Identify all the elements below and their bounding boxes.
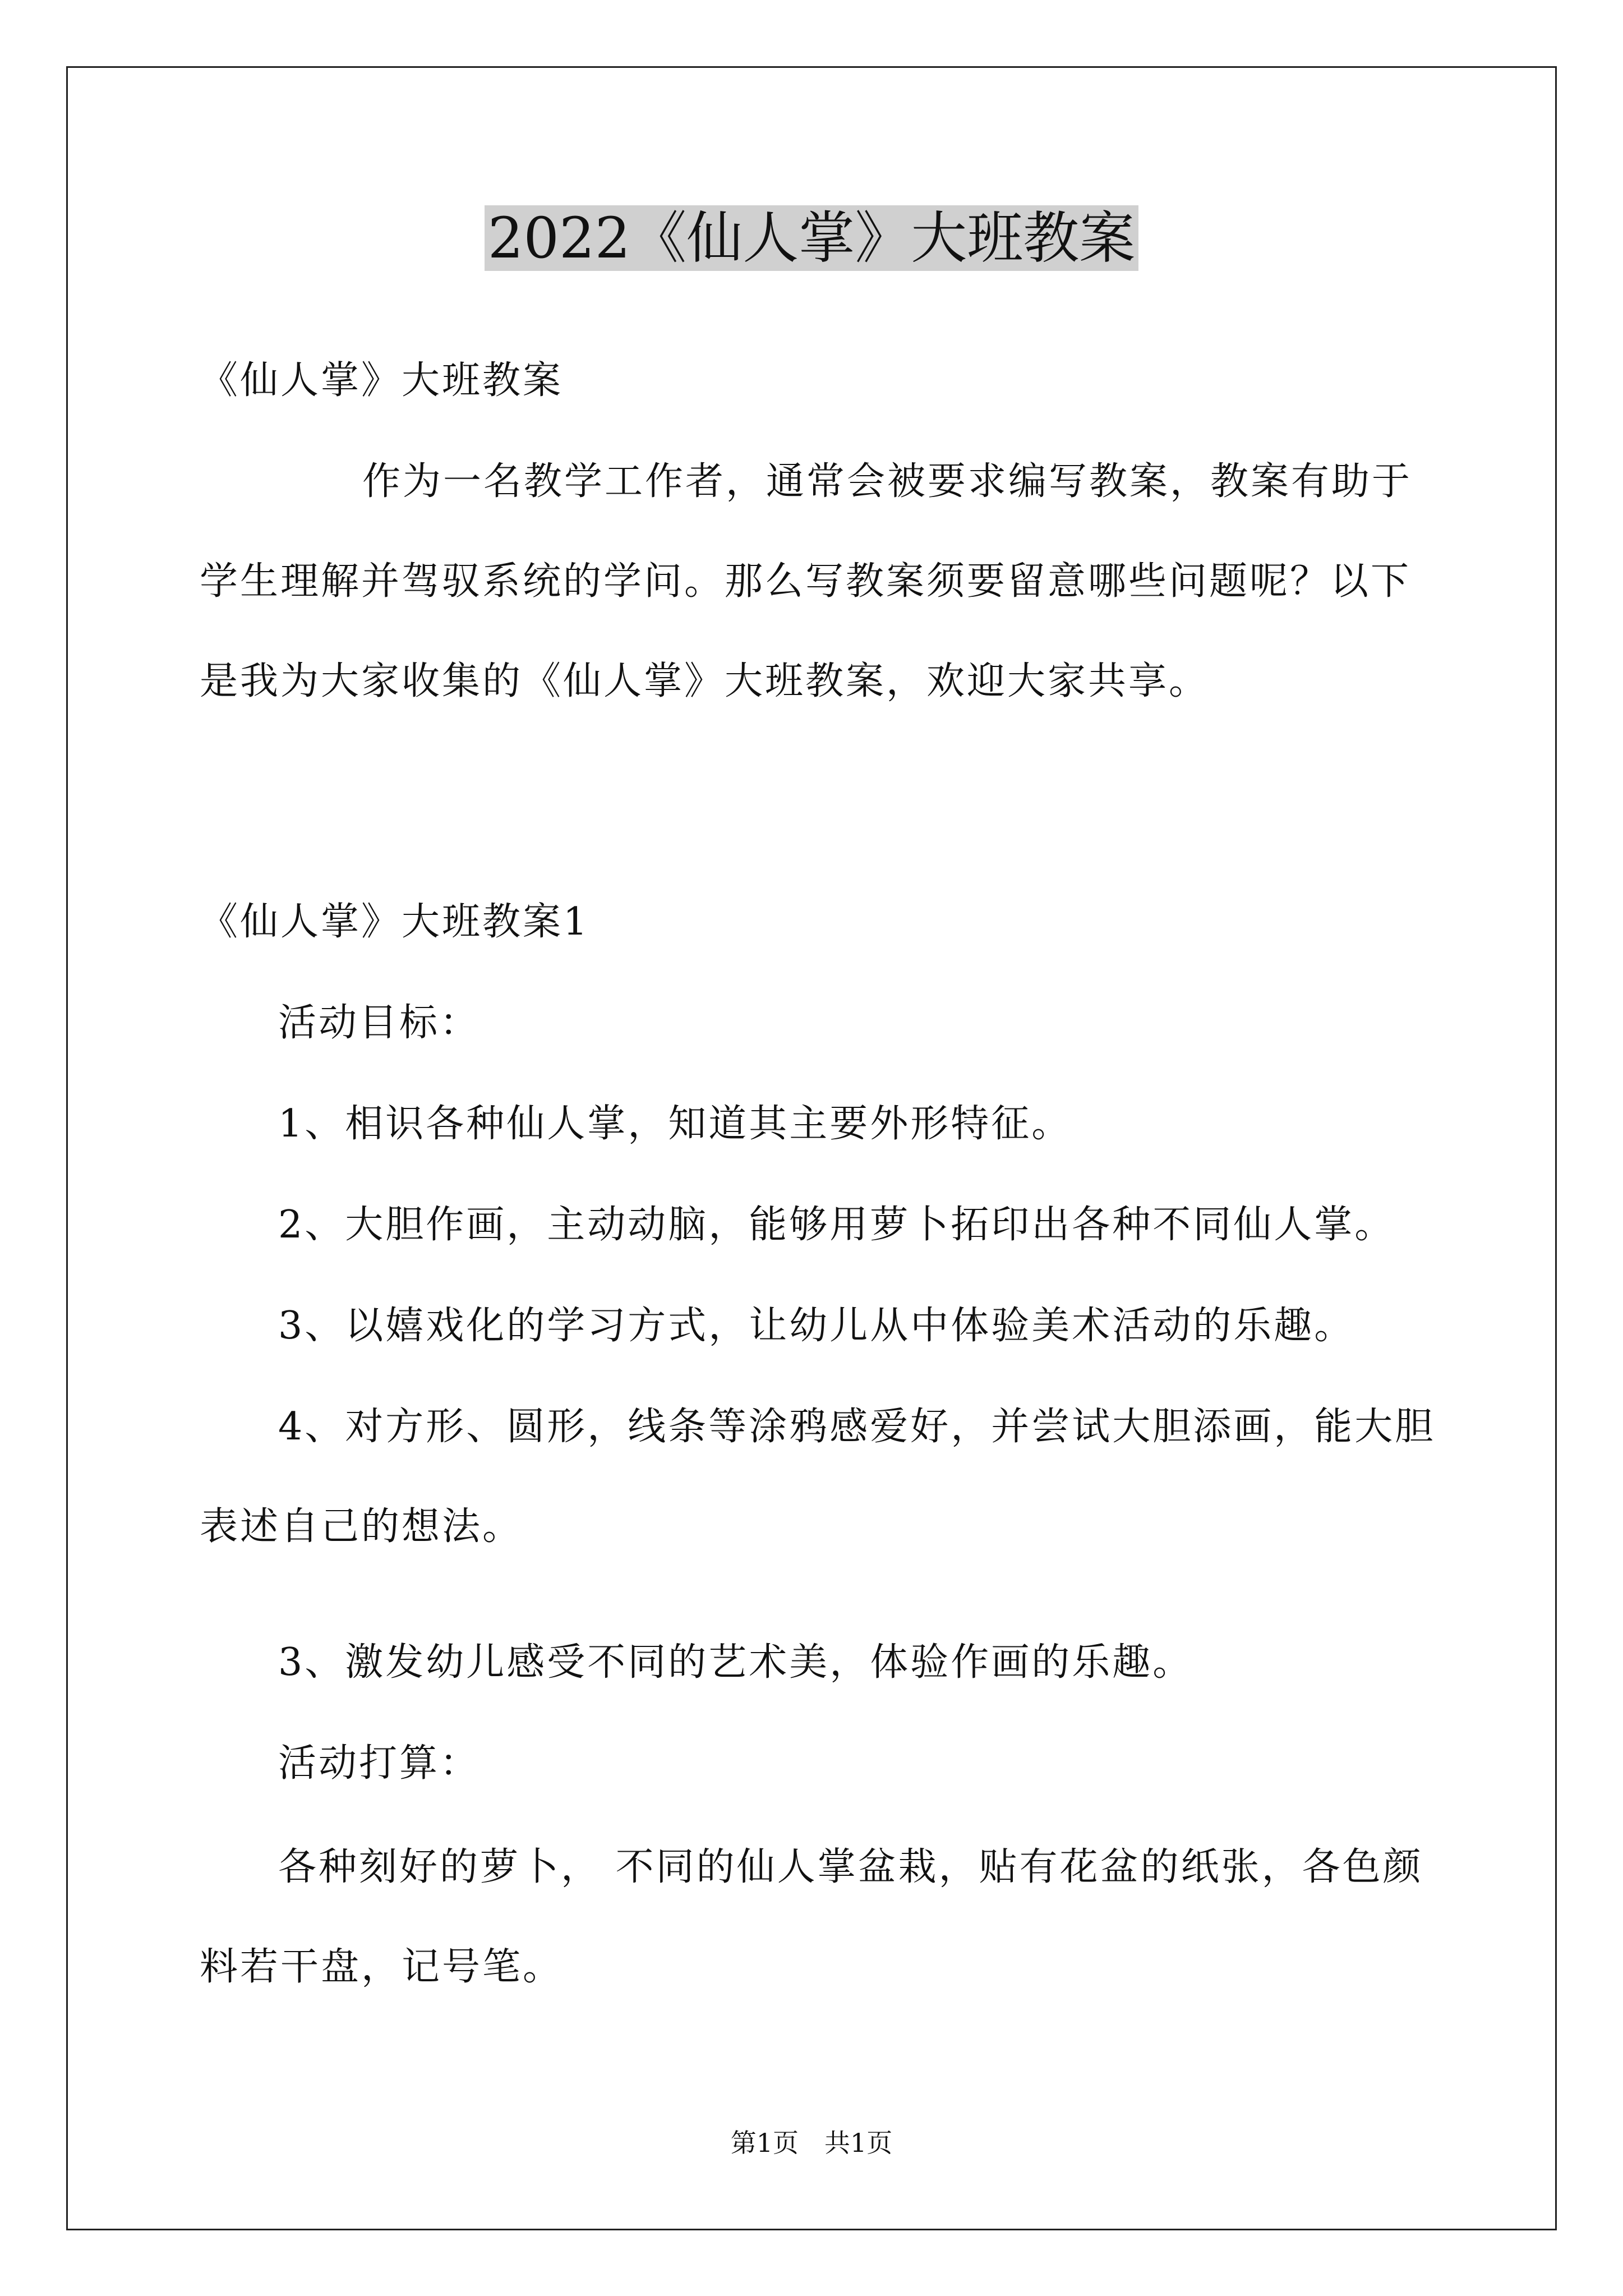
page-footer: 第1页 共1页 bbox=[730, 2128, 893, 2158]
goal-item: 3、以嬉戏化的学习方式，让幼儿从中体验美术活动的乐趣。 bbox=[278, 1304, 1355, 1348]
goals-heading: 活动目标： bbox=[278, 1001, 481, 1045]
section-title: 《仙人掌》大班教案1 bbox=[200, 900, 590, 944]
goal-item: 3、激发幼儿感受不同的艺术美，体验作画的乐趣。 bbox=[278, 1640, 1193, 1685]
intro-paragraph: 作为一名教学工作者，通常会被要求编写教案，教案有助于学生理解并驾驭系统的学问。那么写教案须要留意哪些问题呢？以下是我为大家收集的《仙人掌》大班教案，欢迎大家共享。 bbox=[200, 459, 1413, 703]
prep-paragraph: 各种刻好的萝卜， 不同的仙人掌盆栽，贴有花盆的纸张，各色颜料若干盘，记号笔。 bbox=[200, 1845, 1423, 1989]
document-subtitle: 《仙人掌》大班教案 bbox=[200, 358, 564, 403]
goal-item: 2、大胆作画，主动动脑，能够用萝卜拓印出各种不同仙人掌。 bbox=[278, 1203, 1395, 1247]
prep-heading: 活动打算： bbox=[278, 1741, 481, 1786]
goal-item: 1、相识各种仙人掌，知道其主要外形特征。 bbox=[278, 1102, 1072, 1146]
document-title: 2022《仙人掌》大班教案 bbox=[0, 199, 1623, 278]
goal-item: 4、对方形、圆形，线条等涂鸦感爱好，并尝试大胆添画，能大胆表述自己的想法。 bbox=[200, 1405, 1436, 1549]
